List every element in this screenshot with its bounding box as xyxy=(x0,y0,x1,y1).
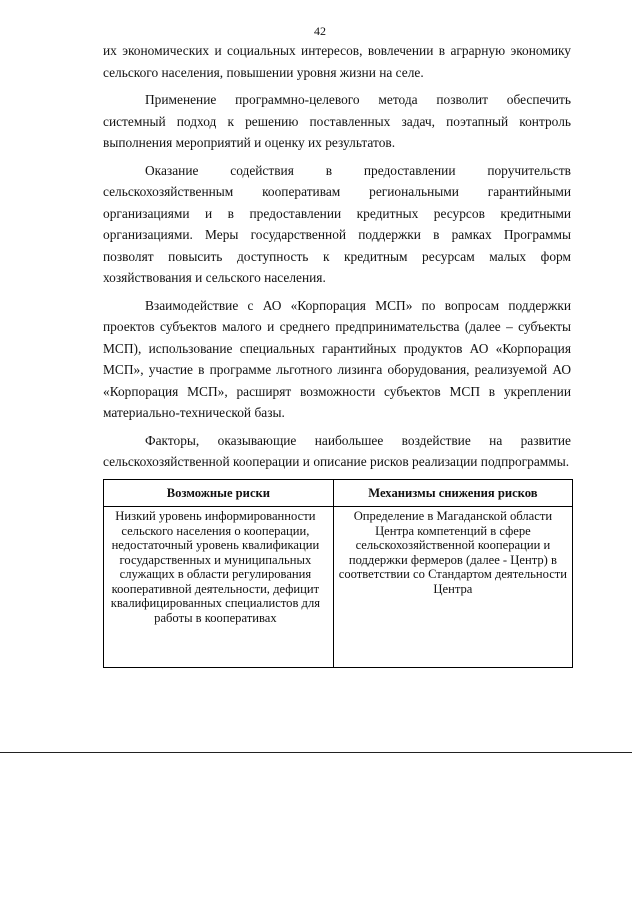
paragraph: Применение программно-целевого метода позволит обеспечить системный подход к решению поставленных задач, поэтапный контроль выполнения мероприятий и оценку их результатов. xyxy=(103,92,571,150)
paragraph: Оказание содействия в предоставлении поручительств сельскохозяйственным кооперативам региональными гарантийными организациями и в предоставлении кредитных ресурсов кредитными организациями. Меры государственной поддержки в рамках Программы позволят повысить доступность к кредитным ресурсам малых форм хозяйствования и сельского населения. xyxy=(103,162,571,285)
header-risk-mitigation: Механизмы снижения рисков xyxy=(333,479,572,507)
paragraph: их экономических и социальных интересов, вовлечении в аграрную экономику сельского населения, повышении уровня жизни на селе. xyxy=(103,43,571,80)
page-number: 42 xyxy=(314,24,326,38)
paragraph: Факторы, оказывающие наибольшее воздействие на развитие сельскохозяйственной кооперации и описание рисков реализации подпрограммы. xyxy=(103,432,571,469)
risks-table xyxy=(103,479,573,669)
header-possible-risks: Возможные риски xyxy=(104,479,334,507)
page-bottom-rule xyxy=(0,752,632,753)
paragraph: Взаимодействие с АО «Корпорация МСП» по вопросам поддержки проектов субъектов малого и среднего предпринимательства (далее – субъекты МСП), использование специальных гарантийных продуктов АО «Корпорация МСП», участие в программе льготного лизинга оборудования, реализуемой АО «Корпорация МСП», расширят возможности субъектов МСП в укреплении материально-технической базы. xyxy=(103,297,571,420)
table-row xyxy=(104,507,573,668)
document-body xyxy=(103,40,571,668)
table-header-row xyxy=(104,479,573,507)
mitigation-cell: Определение в Магаданской области Центра компетенций в сфере сельскохозяйственной кооперации и поддержки фермеров (далее - Центр) в соответствии со Стандартом деятельности Центра xyxy=(333,507,572,668)
risk-cell: Низкий уровень информированности сельского населения о кооперации, недостаточный уровень квалификации государственных и муниципальных служащих в области регулирования кооперативной деятельности, дефицит квалифицированных специалистов для работы в кооперативах xyxy=(104,507,334,668)
